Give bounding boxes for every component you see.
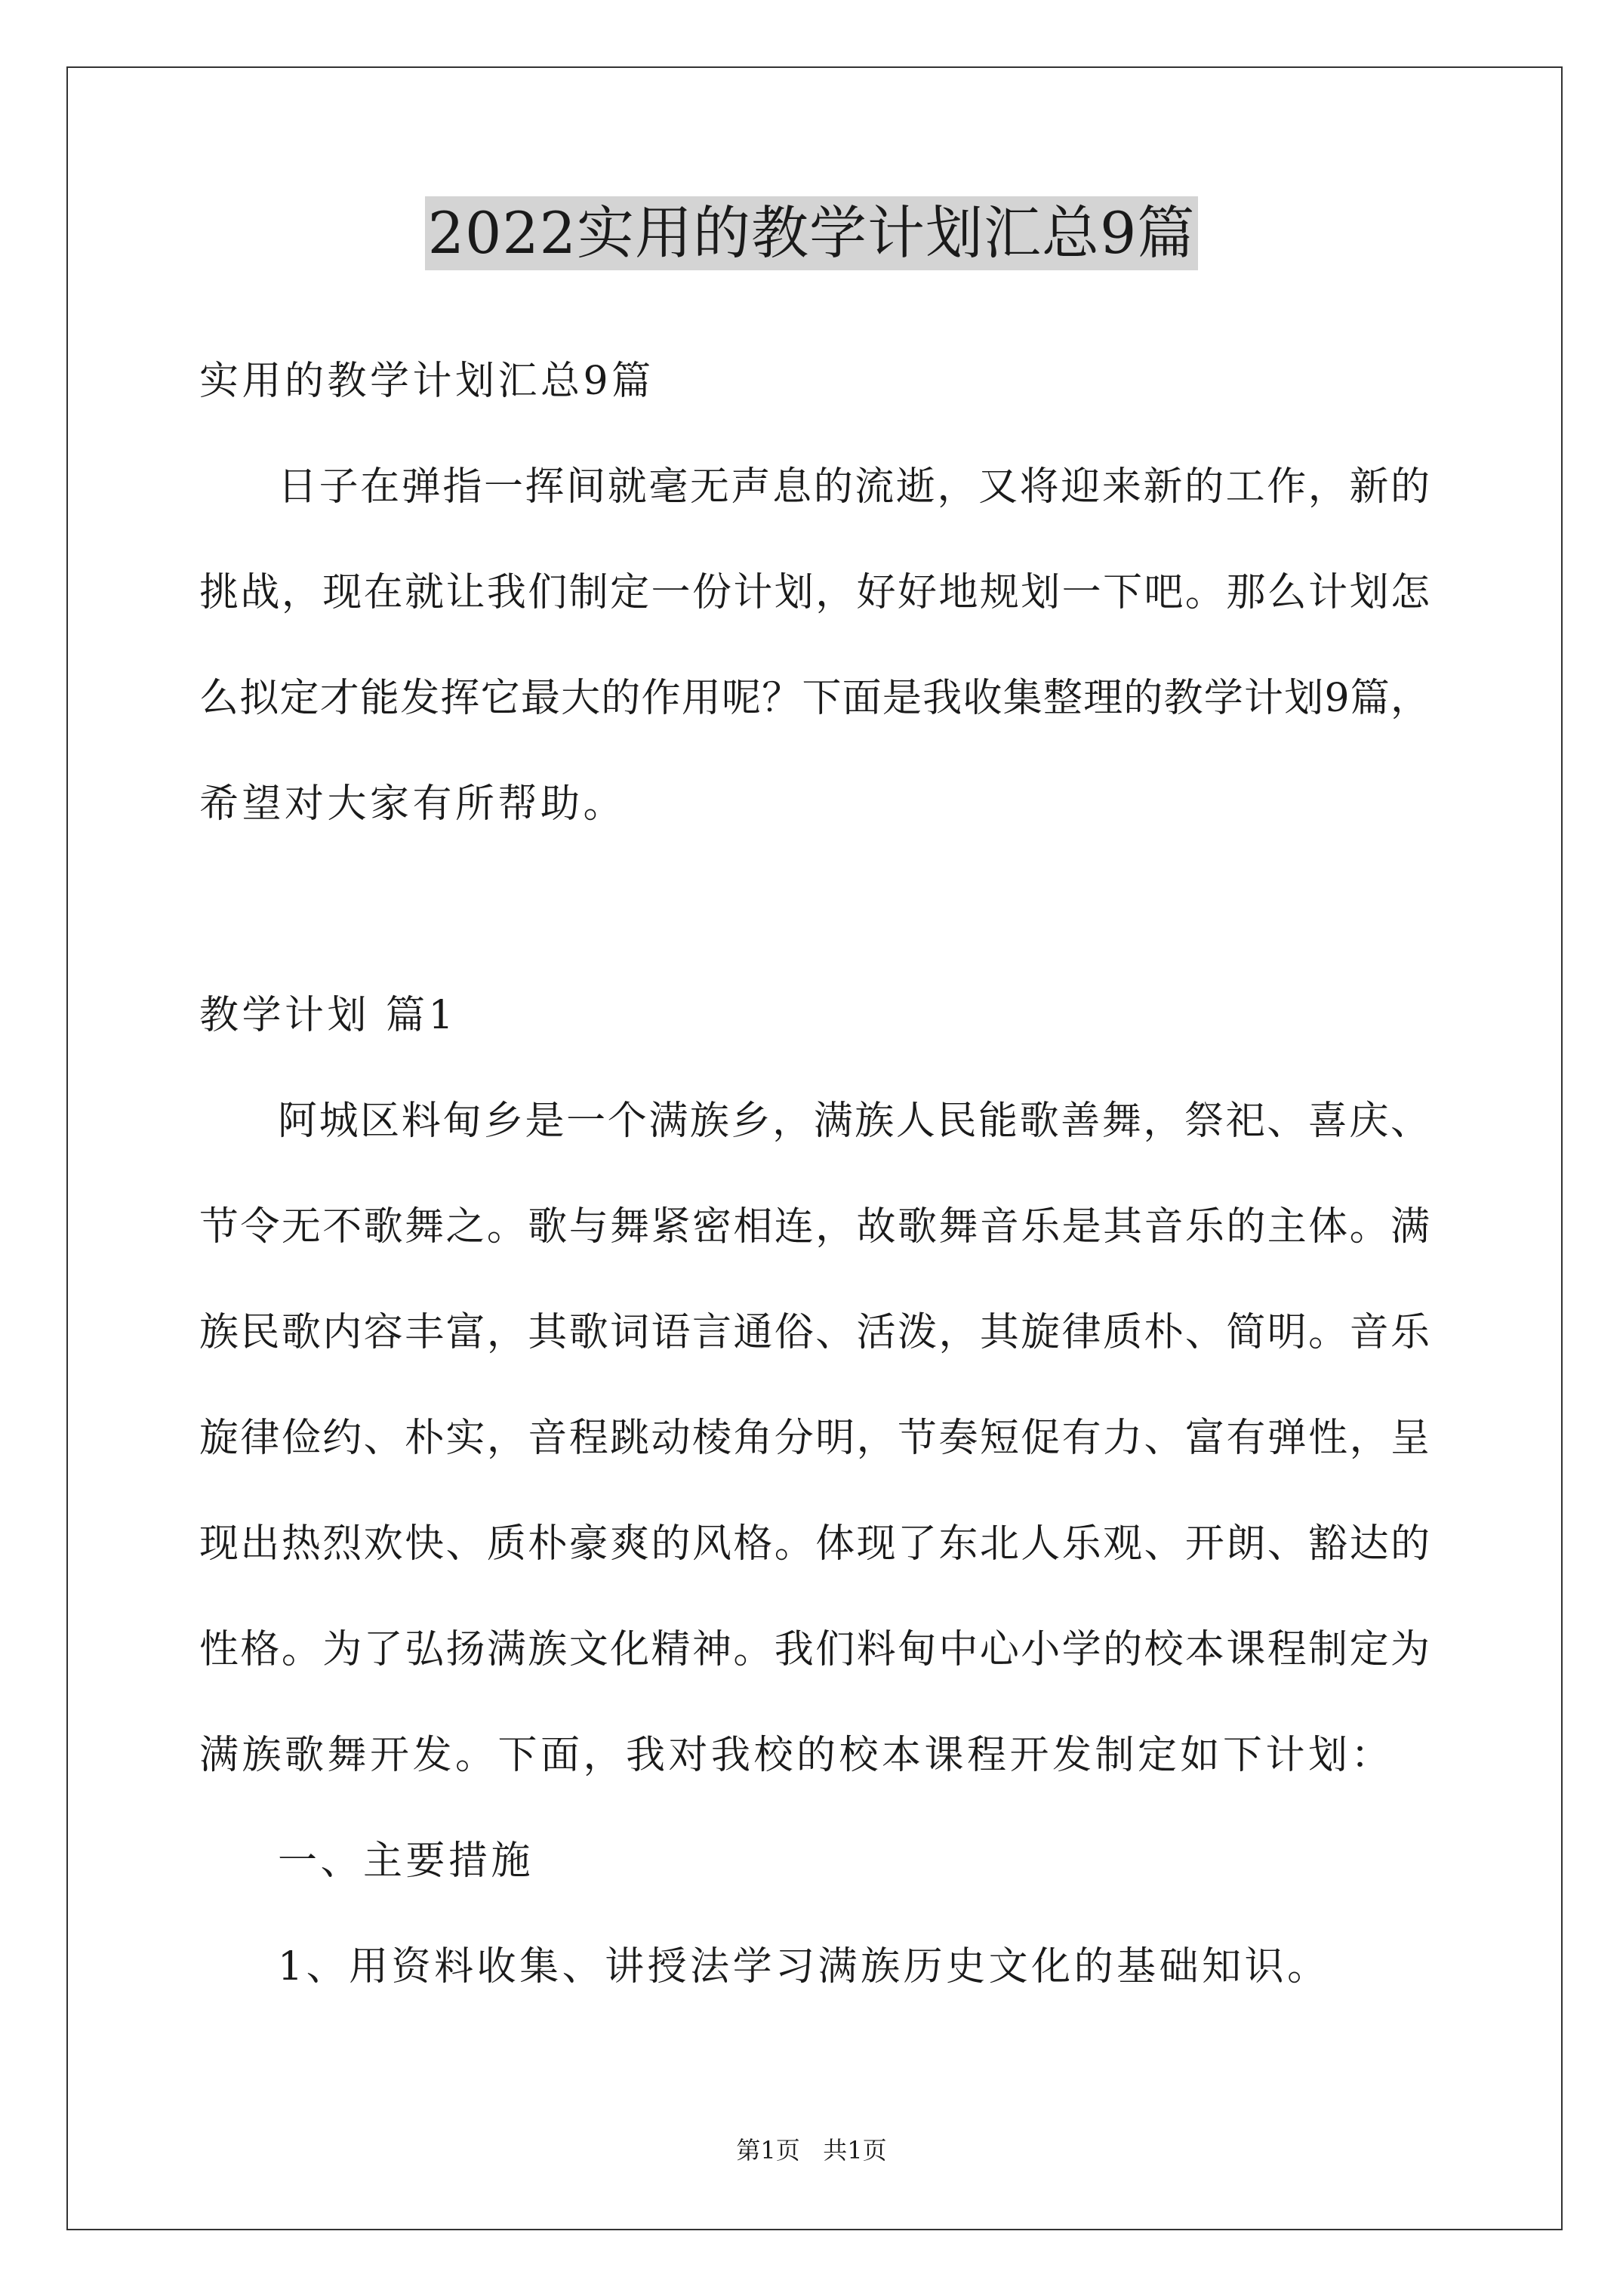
section-line-6: 性格。为了弘扬满族文化精神。我们料甸中心小学的校本课程制定为 <box>199 1627 1430 1672</box>
document-subtitle: 实用的教学计划汇总9篇 <box>199 359 654 404</box>
intro-line-4: 希望对大家有所帮助。 <box>199 781 627 827</box>
title-container <box>0 196 1623 270</box>
intro-line-2: 挑战，现在就让我们制定一份计划，好好地规划一下吧。那么计划怎 <box>199 570 1430 615</box>
subheading-measures: 一、主要措施 <box>278 1838 534 1884</box>
section-line-4: 旋律俭约、朴实，音程跳动棱角分明，节奏短促有力、富有弹性，呈 <box>199 1416 1430 1461</box>
section-line-1: 阿城区料甸乡是一个满族乡，满族人民能歌善舞，祭祀、喜庆、 <box>278 1099 1430 1144</box>
section-line-7: 满族歌舞开发。下面，我对我校的校本课程开发制定如下计划： <box>199 1733 1394 1778</box>
section-heading: 教学计划 篇1 <box>199 993 457 1038</box>
section-line-2: 节令无不歌舞之。歌与舞紧密相连，故歌舞音乐是其音乐的主体。满 <box>199 1204 1430 1250</box>
section-line-5: 现出热烈欢快、质朴豪爽的风格。体现了东北人乐观、开朗、豁达的 <box>199 1521 1430 1567</box>
document-title: 2022实用的教学计划汇总9篇 <box>425 196 1199 270</box>
page-footer: 第1页 共1页 <box>736 2136 887 2165</box>
intro-line-1: 日子在弹指一挥间就毫无声息的流逝，又将迎来新的工作，新的 <box>278 464 1430 510</box>
list-item-1: 1、用资料收集、讲授法学习满族历史文化的基础知识。 <box>278 1944 1330 1989</box>
section-line-3: 族民歌内容丰富，其歌词语言通俗、活泼，其旋律质朴、简明。音乐 <box>199 1310 1430 1355</box>
intro-line-3: 么拟定才能发挥它最大的作用呢？下面是我收集整理的教学计划9篇， <box>199 676 1430 721</box>
